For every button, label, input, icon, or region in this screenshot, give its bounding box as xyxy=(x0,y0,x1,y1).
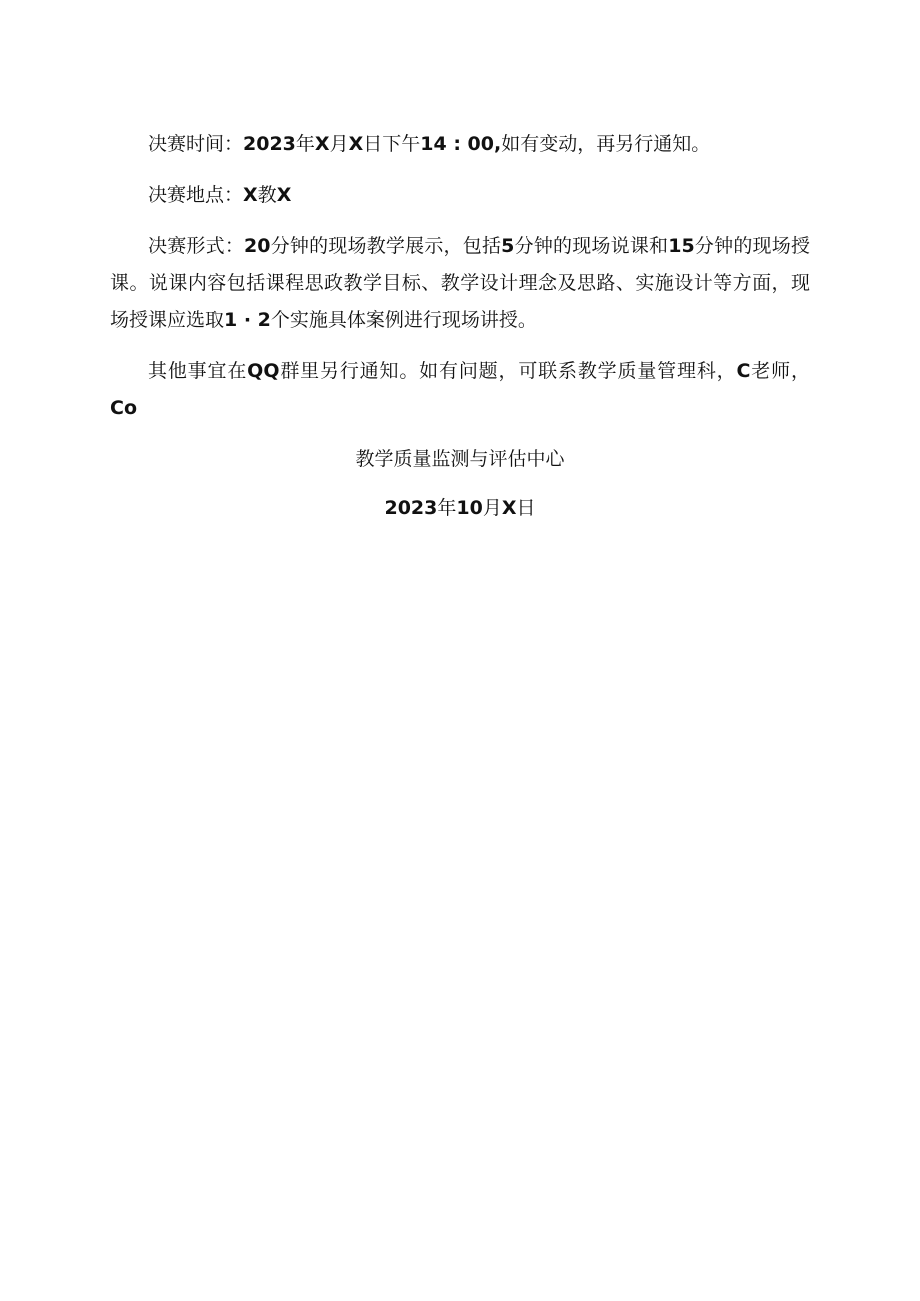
text-run: 老师， xyxy=(750,360,810,382)
contact-info: Co xyxy=(110,397,137,419)
date-day: X xyxy=(501,497,517,519)
case-count: 1 · 2 xyxy=(224,309,271,331)
other-matters-paragraph xyxy=(110,353,810,427)
text-run: 个实施具体案例进行现场讲授。 xyxy=(270,309,537,331)
final-time-day: X xyxy=(348,133,364,155)
final-location-label: 决赛地点： xyxy=(148,184,244,206)
text-run: 月 xyxy=(329,133,349,155)
total-minutes: 20 xyxy=(244,235,271,257)
contact-surname: C xyxy=(736,360,751,382)
text-run: 日 xyxy=(516,497,536,519)
signature-organization: 教学质量监测与评估中心 xyxy=(355,448,565,470)
teaching-minutes: 15 xyxy=(668,235,695,257)
text-run: 其他事宜在 xyxy=(148,360,248,382)
notice-document xyxy=(110,126,810,527)
text-run: 日下午 xyxy=(363,133,421,155)
text-run: 分钟的现场说课和 xyxy=(514,235,669,257)
text-run: 如有变动，再另行通知。 xyxy=(501,133,711,155)
final-format-label: 决赛形式： xyxy=(148,235,245,257)
date-year: 2023 xyxy=(384,497,438,519)
final-time-month: X xyxy=(314,133,330,155)
signature-date xyxy=(110,490,810,527)
final-time-label: 决赛时间： xyxy=(148,133,244,155)
lecture-explanation-minutes: 5 xyxy=(501,235,515,257)
text-run: 教 xyxy=(257,184,277,206)
final-location-building: X xyxy=(243,184,258,206)
text-run: 年 xyxy=(437,497,457,519)
text-run: 分钟的现场教学展示，包括 xyxy=(270,235,502,257)
text-run: 月 xyxy=(482,497,502,519)
text-run: 年 xyxy=(295,133,315,155)
final-location-room: X xyxy=(276,184,292,206)
text-run: 分钟的现场授课。说课内容包括课程思政教学目标、教学设计理念及思路、实施设计等方面，现场授课应选取 xyxy=(110,235,810,331)
final-time-year: 2023 xyxy=(243,133,296,155)
final-format-paragraph xyxy=(110,228,810,339)
final-time-clock: 14 : 00, xyxy=(420,133,502,155)
date-month: 10 xyxy=(456,497,483,519)
text-run: 群里另行通知。如有问题，可联系教学质量管理科， xyxy=(279,360,737,382)
final-time-paragraph xyxy=(110,126,810,163)
qq-group-text: QQ xyxy=(247,360,280,382)
final-location-paragraph xyxy=(110,177,810,214)
